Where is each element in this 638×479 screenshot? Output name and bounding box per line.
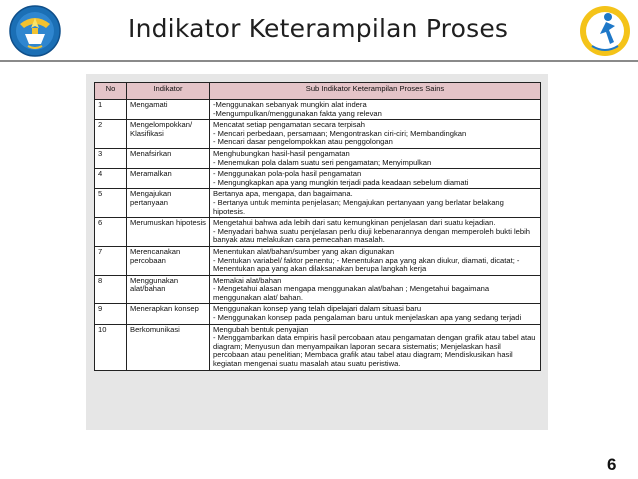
row-no: 6 bbox=[95, 218, 127, 247]
row-no: 4 bbox=[95, 169, 127, 189]
header-divider bbox=[0, 60, 638, 62]
table-row bbox=[95, 304, 541, 324]
kurikulum-2013-logo bbox=[578, 4, 632, 58]
table-row bbox=[95, 100, 541, 120]
row-indikator: Menerapkan konsep bbox=[127, 304, 210, 324]
indicator-table bbox=[94, 82, 541, 371]
page-number: 6 bbox=[607, 455, 617, 474]
table-row bbox=[95, 324, 541, 370]
table-row bbox=[95, 148, 541, 168]
row-no: 10 bbox=[95, 324, 127, 370]
row-indikator: Mengamati bbox=[127, 100, 210, 120]
table-row bbox=[95, 275, 541, 304]
slide-title: Indikator Keterampilan Proses bbox=[128, 14, 509, 43]
table-row bbox=[95, 189, 541, 218]
row-no: 8 bbox=[95, 275, 127, 304]
row-sub-indikator: Bertanya apa, mengapa, dan bagaimana. - Bertanya untuk meminta penjelasan; Mengajukan pertanyaan yang berlatar belakang hipotesis. bbox=[210, 189, 541, 218]
row-sub-indikator: Mengubah bentuk penyajian - Menggambarkan data empiris hasil percobaan atau pengamatan dengan grafik atau tabel atau diagram; Menyusun dan menyampaikan laporan secara sistematis; Menjelaskan hasil percobaan atau penelitian; Membaca grafik atau tabel atau diagram; Mendiskusikan hasil kegiatan mengenai suatu masalah atau suatu peristiwa. bbox=[210, 324, 541, 370]
row-sub-indikator: Mencatat setiap pengamatan secara terpisah - Mencari perbedaan, persamaan; Mengontraskan ciri-ciri; Membandingkan - Mencari dasar pengelompokkan atau penggolongan bbox=[210, 120, 541, 149]
row-indikator: Berkomunikasi bbox=[127, 324, 210, 370]
row-indikator: Mengelompokkan/ Klasifikasi bbox=[127, 120, 210, 149]
row-no: 2 bbox=[95, 120, 127, 149]
row-sub-indikator: -Menggunakan sebanyak mungkin alat indera -Mengumpulkan/menggunakan fakta yang relevan bbox=[210, 100, 541, 120]
header-no: No bbox=[95, 83, 127, 100]
row-sub-indikator: Menggunakan konsep yang telah dipelajari dalam situasi baru - Menggunakan konsep pada pengalaman baru untuk menjelaskan apa yang sedang terjadi bbox=[210, 304, 541, 324]
row-indikator: Mengajukan pertanyaan bbox=[127, 189, 210, 218]
header-sub-indikator: Sub Indikator Keterampilan Proses Sains bbox=[210, 83, 541, 100]
table-row bbox=[95, 246, 541, 275]
row-indikator: Meramalkan bbox=[127, 169, 210, 189]
header-indikator: Indikator bbox=[127, 83, 210, 100]
row-indikator: Merumuskan hipotesis bbox=[127, 218, 210, 247]
row-sub-indikator: Mengetahui bahwa ada lebih dari satu kemungkinan penjelasan dari suatu kejadian. - Menyadari bahwa suatu penjelasan perlu diuji kebenarannya dengan memperoleh bukti lebih banyak atau melakukan cara pemecahan masalah. bbox=[210, 218, 541, 247]
row-no: 7 bbox=[95, 246, 127, 275]
row-no: 1 bbox=[95, 100, 127, 120]
row-no: 5 bbox=[95, 189, 127, 218]
tut-wuri-handayani-logo bbox=[8, 4, 62, 58]
row-indikator: Menafsirkan bbox=[127, 148, 210, 168]
table-image-frame bbox=[86, 74, 548, 430]
row-indikator: Merencanakan percobaan bbox=[127, 246, 210, 275]
table-row bbox=[95, 169, 541, 189]
row-indikator: Menggunakan alat/bahan bbox=[127, 275, 210, 304]
row-sub-indikator: Menghubungkan hasil-hasil pengamatan - Menemukan pola dalam suatu seri pengamatan; Menyimpulkan bbox=[210, 148, 541, 168]
row-no: 3 bbox=[95, 148, 127, 168]
table-header-row bbox=[95, 83, 541, 100]
table-row bbox=[95, 120, 541, 149]
row-sub-indikator: - Menggunakan pola-pola hasil pengamatan - Mengungkapkan apa yang mungkin terjadi pada keadaan sebelum diamati bbox=[210, 169, 541, 189]
row-no: 9 bbox=[95, 304, 127, 324]
row-sub-indikator: Menentukan alat/bahan/sumber yang akan digunakan - Mentukan variabel/ faktor penentu; - Menentukan apa yang akan diukur, diamati, dicatat; - Menentukan apa yang akan dilaksanakan berupa langkah kerja bbox=[210, 246, 541, 275]
table-row bbox=[95, 218, 541, 247]
row-sub-indikator: Memakai alat/bahan - Mengetahui alasan mengapa menggunakan alat/bahan ; Mengetahui bagaimana menggunakan alat/ bahan. bbox=[210, 275, 541, 304]
